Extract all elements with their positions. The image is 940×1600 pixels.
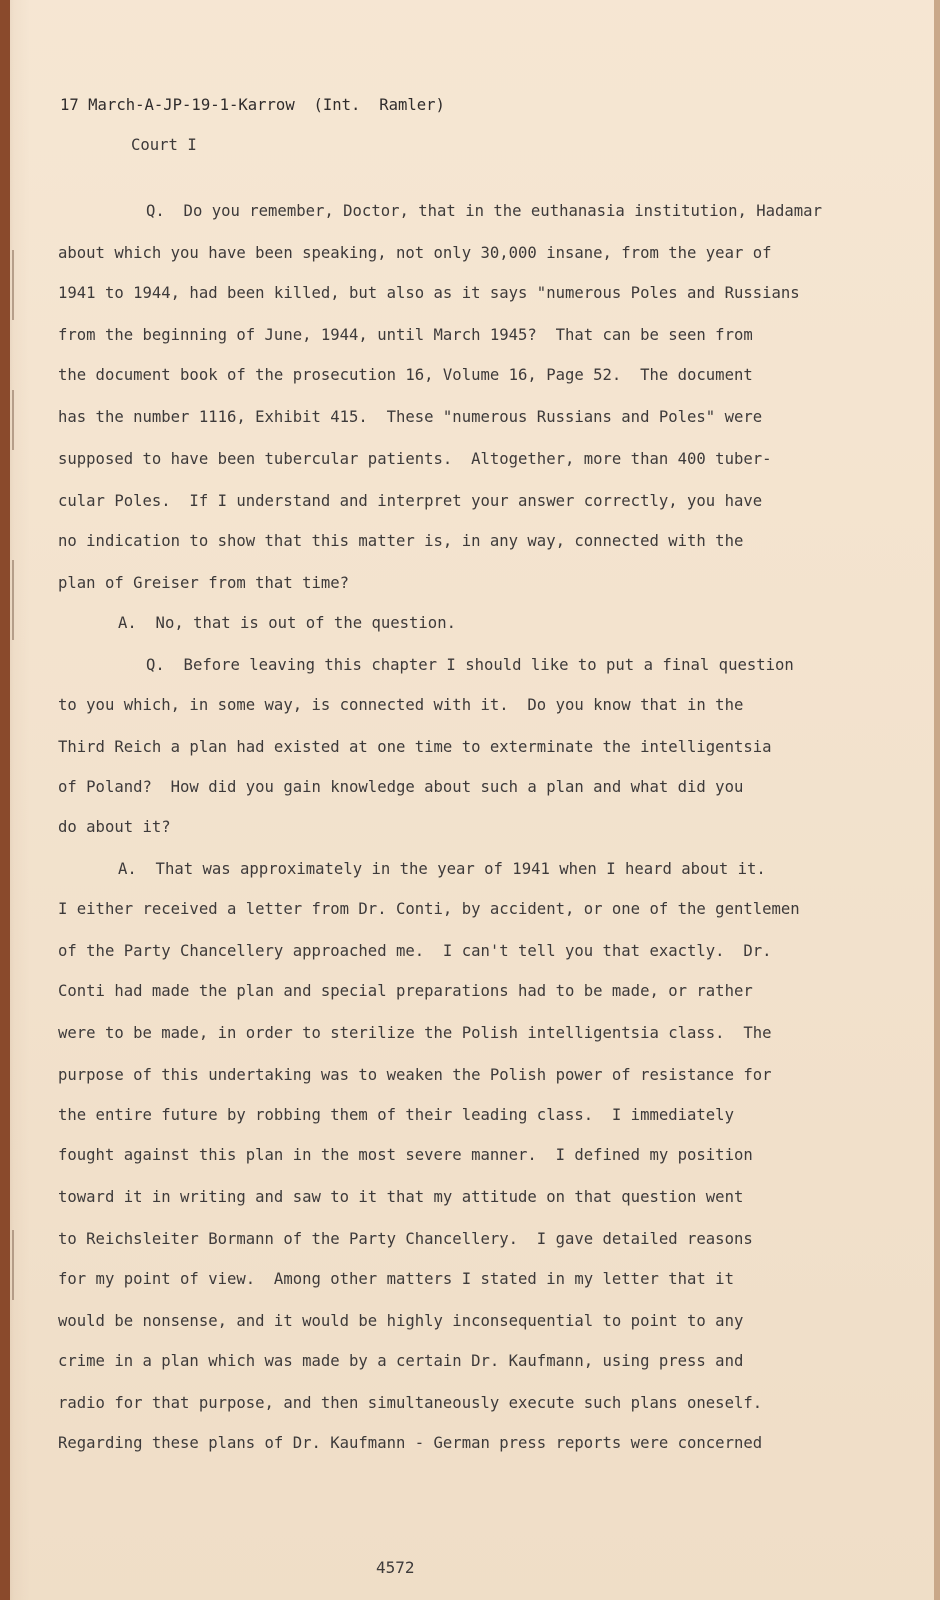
body-line: radio for that purpose, and then simultaneously execute such plans oneself. <box>58 1394 763 1412</box>
court-line: Court I <box>131 136 197 154</box>
body-line: plan of Greiser from that time? <box>58 574 350 592</box>
margin-mark <box>12 560 14 640</box>
body-line: A. That was approximately in the year of 1941 when I heard about it. <box>118 860 766 878</box>
body-line: cular Poles. If I understand and interpret your answer correctly, you have <box>58 492 763 510</box>
margin-mark <box>12 250 14 320</box>
body-line: of the Party Chancellery approached me. I can't tell you that exactly. Dr. <box>58 942 772 960</box>
body-line: 1941 to 1944, had been killed, but also as it says "numerous Poles and Russians <box>58 284 800 302</box>
body-line: no indication to show that this matter is, in any way, connected with the <box>58 532 744 550</box>
body-line: the document book of the prosecution 16, Volume 16, Page 52. The document <box>58 366 753 384</box>
body-line: for my point of view. Among other matters I stated in my letter that it <box>58 1270 734 1288</box>
header-line: 17 March-A-JP-19-1-Karrow (Int. Ramler) <box>60 96 445 114</box>
body-line: Conti had made the plan and special preparations had to be made, or rather <box>58 982 753 1000</box>
body-line: Third Reich a plan had existed at one time to exterminate the intelligentsia <box>58 738 772 756</box>
body-line: Q. Do you remember, Doctor, that in the euthanasia institution, Hadamar <box>146 202 822 220</box>
body-line: purpose of this undertaking was to weaken the Polish power of resistance for <box>58 1066 772 1084</box>
body-line: about which you have been speaking, not only 30,000 insane, from the year of <box>58 244 772 262</box>
margin-mark <box>12 390 14 450</box>
body-line: from the beginning of June, 1944, until March 1945? That can be seen from <box>58 326 753 344</box>
body-line: fought against this plan in the most severe manner. I defined my position <box>58 1146 753 1164</box>
body-line: were to be made, in order to sterilize the Polish intelligentsia class. The <box>58 1024 772 1042</box>
body-line: A. No, that is out of the question. <box>118 614 456 632</box>
margin-mark <box>12 1230 14 1300</box>
body-line: do about it? <box>58 818 171 836</box>
body-line: Q. Before leaving this chapter I should like to put a final question <box>146 656 794 674</box>
body-line: the entire future by robbing them of their leading class. I immediately <box>58 1106 734 1124</box>
body-line: I either received a letter from Dr. Conti, by accident, or one of the gentlemen <box>58 900 800 918</box>
body-line: to you which, in some way, is connected with it. Do you know that in the <box>58 696 744 714</box>
body-line: Regarding these plans of Dr. Kaufmann - German press reports were concerned <box>58 1434 763 1452</box>
body-line: crime in a plan which was made by a certain Dr. Kaufmann, using press and <box>58 1352 744 1370</box>
body-line: toward it in writing and saw to it that my attitude on that question went <box>58 1188 744 1206</box>
body-line: would be nonsense, and it would be highly inconsequential to point to any <box>58 1312 744 1330</box>
page-right-edge <box>934 0 940 1600</box>
body-line: of Poland? How did you gain knowledge about such a plan and what did you <box>58 778 744 796</box>
page-left-edge <box>0 0 10 1600</box>
body-line: supposed to have been tubercular patients. Altogether, more than 400 tuber- <box>58 450 772 468</box>
body-line: to Reichsleiter Bormann of the Party Chancellery. I gave detailed reasons <box>58 1230 753 1248</box>
page-number: 4572 <box>376 1558 415 1577</box>
body-line: has the number 1116, Exhibit 415. These "numerous Russians and Poles" were <box>58 408 763 426</box>
